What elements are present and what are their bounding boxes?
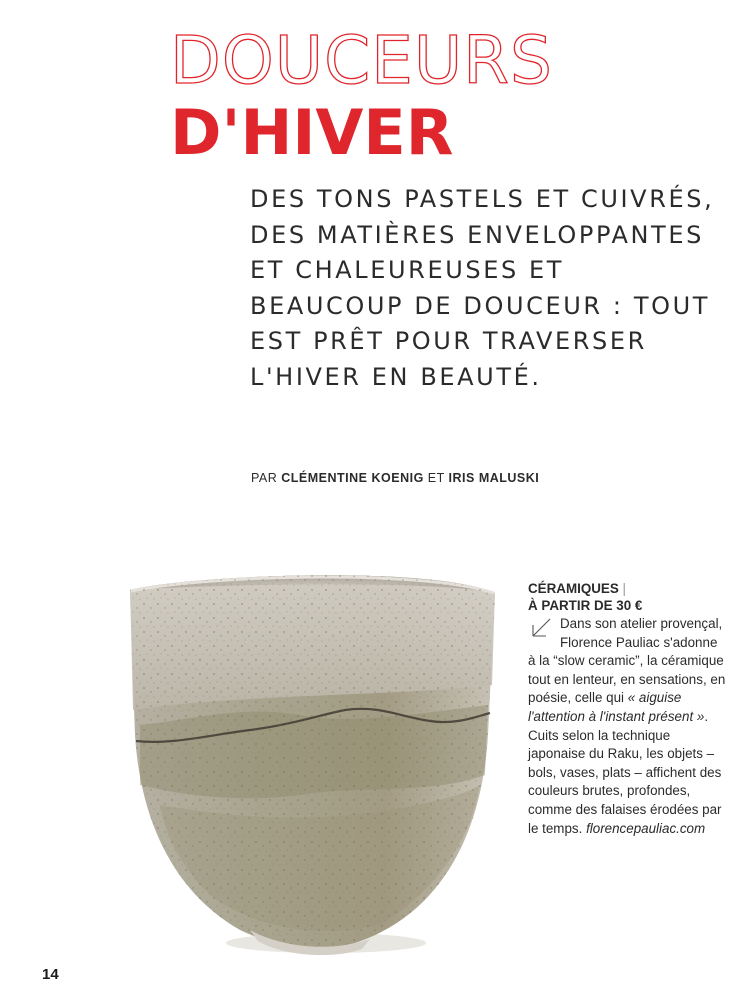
diagonal-arrow-icon — [530, 617, 552, 639]
website-link[interactable]: florencepauliac.com — [586, 820, 706, 836]
byline-connector: ET — [427, 471, 445, 485]
byline — [251, 471, 539, 485]
byline-author-2: IRIS MALUSKI — [448, 471, 540, 485]
sidebar-heading — [528, 580, 728, 614]
sidebar-body — [528, 615, 728, 838]
sidebar-quote: « aiguise l'attention à l'instant présent » — [528, 690, 705, 724]
sidebar-text-b: . Cuits selon la technique japonaise du Raku, les objets – bols, vases, plats – affichent des couleurs brutes, profondes, comme des falaises érodées par le temps. — [528, 708, 722, 836]
intro-paragraph: DES TONS PASTELS ET CUIVRÉS, DES MATIÈRES ENVELOPPANTES ET CHALEUREUSES ET BEAUCOUP DE DOUCEUR : TOUT EST PRÊT POUR TRAVERSER L'HIVER EN BEAUTÉ. — [250, 185, 715, 391]
sidebar-text-a: Dans son atelier provençal, Florence Pauliac s'adonne à la “slow ceramic”, la céramique tout en lenteur, en sensations, en poésie, celle qui — [528, 616, 726, 706]
ceramic-bowl-photo — [100, 545, 520, 965]
category-label: CÉRAMIQUES — [528, 581, 619, 596]
page-number: 14 — [42, 966, 59, 983]
headline-line-2: D'HIVER — [170, 96, 454, 169]
price-label: À PARTIR DE 30 € — [528, 598, 643, 613]
ceramic-bowl-icon — [100, 545, 520, 965]
byline-prefix: PAR — [251, 471, 278, 485]
byline-author-1: CLÉMENTINE KOENIG — [281, 471, 424, 485]
heading-separator: | — [622, 581, 626, 596]
headline-line-1: DOUCEURS — [170, 22, 553, 99]
sidebar-article — [528, 580, 728, 838]
